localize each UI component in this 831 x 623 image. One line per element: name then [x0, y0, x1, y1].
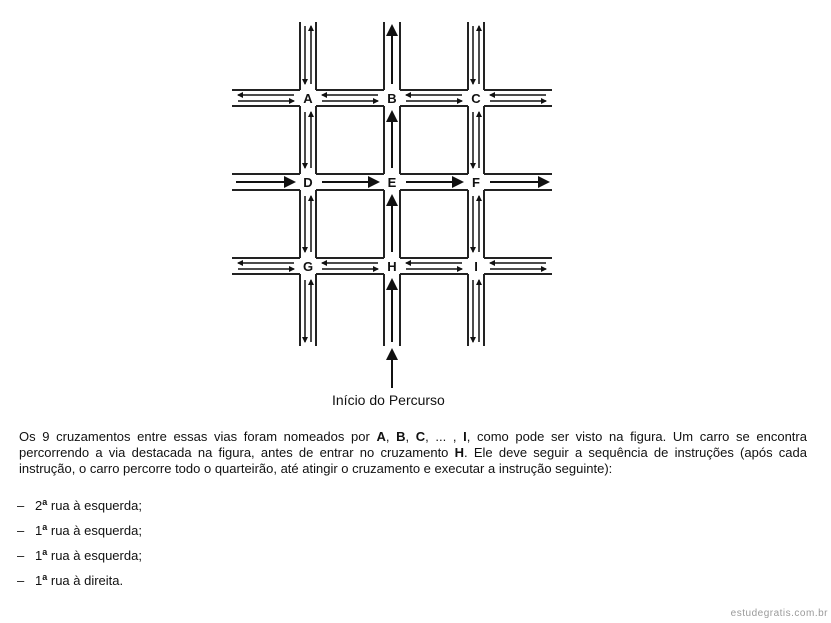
- paragraph-text: , como pode ser visto na figura. Um carro se encontra percorrendo a via destacada na figura, antes de entrar no cruzamento: [19, 429, 807, 460]
- ordinal: 2: [35, 498, 43, 513]
- paragraph-text: ,: [385, 429, 397, 444]
- node-ref-h: H: [454, 445, 465, 460]
- ordinal-suffix: a: [42, 572, 48, 582]
- node-label-g: G: [302, 259, 314, 274]
- instruction-item: [17, 542, 142, 567]
- instruction-list: [17, 492, 142, 592]
- node-label-d: D: [303, 175, 313, 190]
- list-dash: –: [17, 548, 25, 563]
- node-label-i: I: [474, 259, 478, 274]
- paragraph-text: , ... ,: [425, 429, 464, 444]
- ordinal-suffix: a: [42, 547, 48, 557]
- instruction-item: [17, 567, 142, 592]
- instruction-text: rua à direita.: [47, 573, 124, 588]
- node-label-a: A: [303, 91, 313, 106]
- start-label: Início do Percurso: [332, 392, 445, 408]
- node-ref-b: B: [396, 429, 406, 444]
- node-ref-i: I: [463, 429, 467, 444]
- ordinal: 1: [35, 523, 43, 538]
- node-ref-a: A: [376, 429, 386, 444]
- ordinal: 1: [35, 548, 43, 563]
- instruction-text: rua à esquerda;: [47, 523, 142, 538]
- paragraph-text: . Ele deve seguir a sequência de instruções (após cada instrução, o carro percorre todo o quarteirão, até atingir o cruzamento e executar a instrução seguinte):: [19, 445, 807, 476]
- ordinal: 1: [35, 573, 43, 588]
- instruction-text: rua à esquerda;: [47, 498, 142, 513]
- problem-paragraph: [19, 429, 807, 477]
- ordinal-suffix: a: [42, 522, 48, 532]
- node-ref-c: C: [415, 429, 426, 444]
- instruction-text: rua à esquerda;: [47, 548, 142, 563]
- watermark: estudegratis.com.br: [730, 608, 828, 619]
- node-label-f: F: [472, 175, 480, 190]
- instruction-item: [17, 517, 142, 542]
- list-dash: –: [17, 523, 25, 538]
- list-dash: –: [17, 573, 25, 588]
- node-label-b: B: [387, 91, 397, 106]
- paragraph-text: ,: [405, 429, 416, 444]
- list-dash: –: [17, 498, 25, 513]
- node-label-e: E: [387, 175, 397, 190]
- node-label-h: H: [387, 259, 397, 274]
- instruction-item: [17, 492, 142, 517]
- node-label-c: C: [471, 91, 481, 106]
- paragraph-text: Os 9 cruzamentos entre essas vias foram nomeados por: [19, 429, 377, 444]
- ordinal-suffix: a: [42, 497, 48, 507]
